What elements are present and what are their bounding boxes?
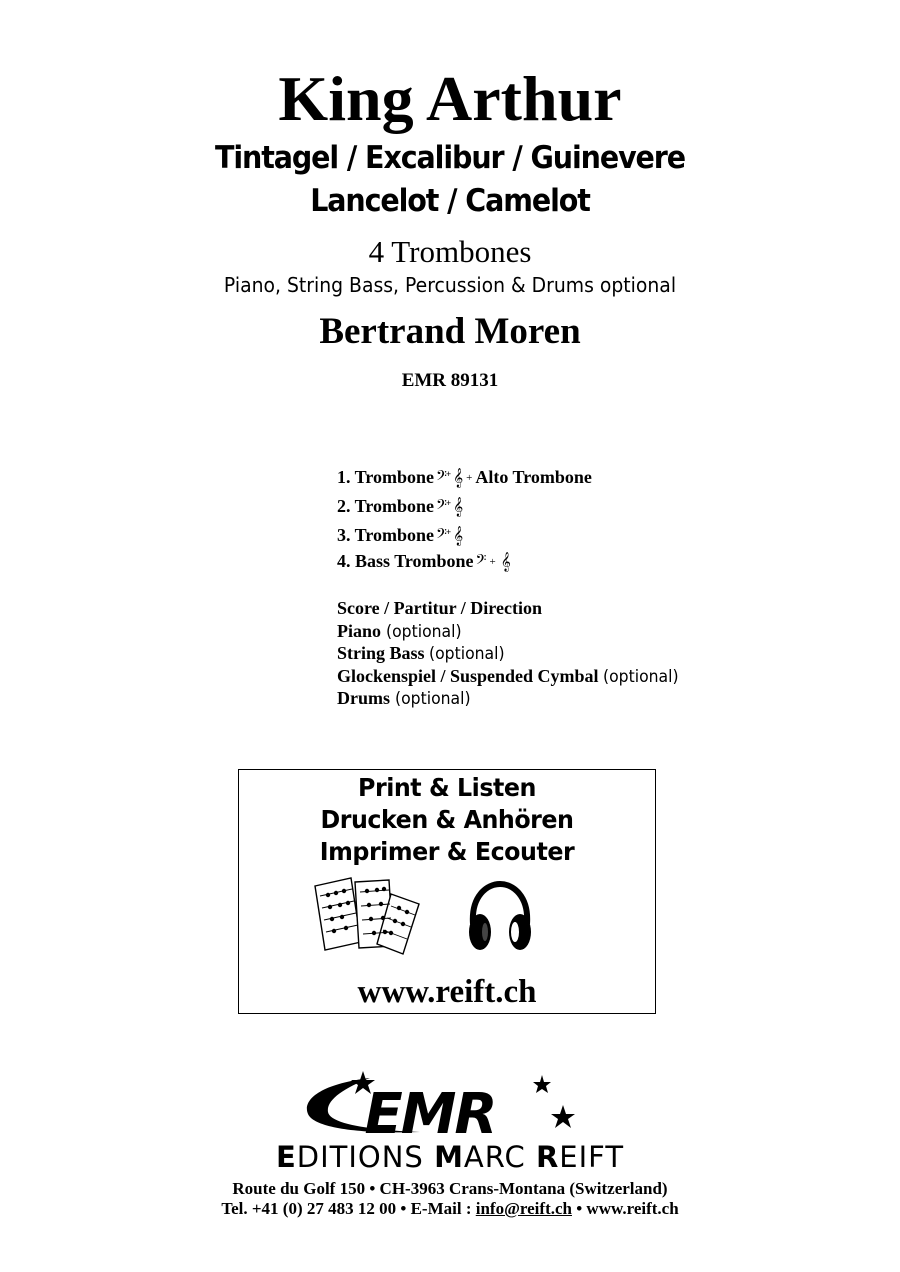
composer: Bertrand Moren	[319, 311, 581, 352]
title: King Arthur	[278, 63, 622, 134]
part-label: 3. Trombone	[337, 525, 435, 545]
bass-clef-icon: 𝄢	[436, 468, 447, 488]
treble-clef-icon: 𝄞	[453, 497, 464, 517]
print-listen-box	[238, 769, 656, 1014]
part-label: 4. Bass Trombone	[337, 551, 474, 571]
subtitle-line-2: Lancelot / Camelot	[310, 183, 590, 219]
score-list	[337, 597, 685, 710]
bass-clef-icon: 𝄢	[436, 497, 447, 517]
promo-line-fr: Imprimer & Ecouter	[319, 837, 575, 866]
optional-instruments: Piano, String Bass, Percussion & Drums optional	[223, 273, 677, 297]
part-item	[337, 461, 592, 490]
parts-list	[337, 461, 592, 577]
list-item: Glockenspiel / Suspended Cymbal (optional)	[337, 665, 679, 687]
headphones-icon	[465, 880, 535, 958]
part-item	[337, 548, 592, 577]
publisher-address: Route du Golf 150 • CH-3963 Crans-Montana (Switzerland)	[232, 1179, 668, 1198]
website-link[interactable]: www.reift.ch	[357, 974, 537, 1010]
plus-sign: +	[445, 527, 452, 537]
sheet-music-icon	[311, 876, 423, 956]
part-item	[337, 490, 592, 519]
promo-line-de: Drucken & Anhören	[320, 805, 574, 834]
email-link[interactable]: info@reift.ch	[475, 1199, 572, 1218]
plus-sign: +	[489, 556, 496, 568]
publisher-name: EDITIONS MARC REIFT	[275, 1140, 625, 1174]
publisher-contact	[0, 1198, 900, 1220]
part-label: 2. Trombone	[337, 496, 435, 516]
list-item: Drums (optional)	[337, 688, 471, 710]
website-text: • www.reift.ch	[571, 1199, 679, 1218]
list-item: Piano (optional)	[337, 620, 462, 642]
subtitle-line-1: Tintagel / Excalibur / Guinevere	[214, 140, 686, 176]
plus-sign: +	[466, 472, 473, 484]
part-item	[337, 519, 592, 548]
list-item: String Bass (optional)	[337, 643, 505, 665]
bass-clef-icon: 𝄢	[475, 552, 487, 572]
emr-logo-text: EMR	[364, 1082, 496, 1147]
part-extra: Alto Trombone	[475, 467, 592, 487]
part-label: 1. Trombone	[337, 467, 435, 487]
plus-sign: +	[445, 469, 452, 479]
catalog-code: EMR 89131	[401, 370, 499, 391]
bass-clef-icon: 𝄢	[436, 526, 447, 546]
treble-clef-icon: 𝄞	[453, 468, 464, 488]
telephone: Tel. +41 (0) 27 483 12 00 • E-Mail :	[221, 1199, 476, 1218]
instrumentation: 4 Trombones	[368, 234, 532, 269]
plus-sign: +	[445, 498, 452, 508]
promo-line-en: Print & Listen	[358, 773, 536, 802]
treble-clef-icon: 𝄞	[500, 552, 511, 572]
treble-clef-icon: 𝄞	[453, 526, 464, 546]
list-item: Score / Partitur / Direction	[337, 598, 542, 618]
